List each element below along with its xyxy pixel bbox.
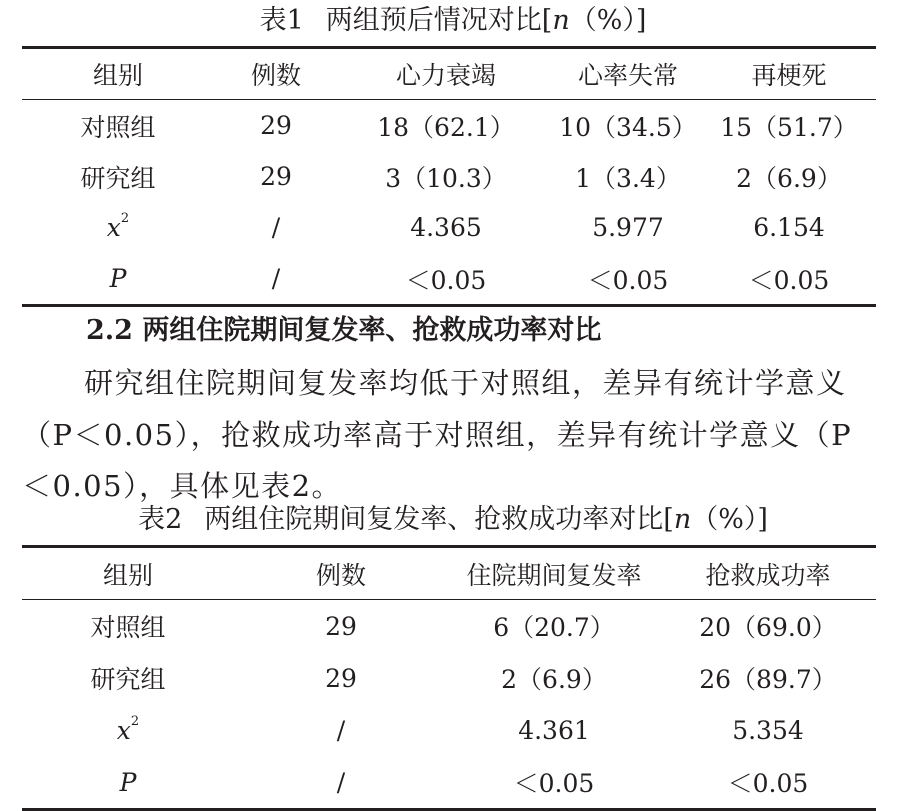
table2-caption-title: 两组住院期间复发率、抢救成功率对比[ [204,504,674,535]
table1-header: 心率失常 [554,48,702,100]
table-row [22,652,876,704]
table-cell [22,756,234,810]
table1-caption-title: 两组预后情况对比[ [325,5,553,36]
chi-square-exponent: 2 [120,211,130,226]
table-cell: / [271,213,281,242]
table-row [22,600,876,653]
table2-header-row [22,547,876,600]
p-value-symbol: P [119,767,137,797]
table2-header: 例数 [234,547,448,600]
chi-square-symbol: x [116,715,131,745]
table-cell: 4.365 [410,213,482,242]
table1 [22,46,876,307]
table-cell: / [214,253,338,306]
table-cell: 4.361 [518,715,590,745]
table-cell: ＜0.05 [702,253,876,306]
table1-caption-var: n [552,5,570,36]
table1-header: 组别 [22,48,214,100]
table-cell: ＜0.05 [554,253,702,306]
table-cell: 对照组 [80,112,156,142]
table2-header: 抢救成功率 [660,547,876,600]
table-cell: 29 [325,663,357,693]
chi-square-symbol: x [106,213,121,242]
table-row [22,704,876,756]
table-cell: 18（62.1） [377,112,515,142]
table1-caption-prefix: 表1 [259,5,304,36]
table1-caption-suffix: （%）] [569,5,647,36]
table-cell: 20（69.0） [699,613,837,642]
table2-caption-prefix: 表2 [138,504,183,535]
table-row [22,756,876,810]
table2-header: 组别 [22,547,234,600]
table2-caption-suffix: （%）] [691,504,768,535]
table2-caption [0,503,906,537]
table-cell: 1（3.4） [575,163,681,193]
table-cell: 研究组 [90,665,166,694]
table1-caption [0,4,906,38]
table-row [22,202,876,253]
table-cell: 29 [260,162,292,191]
chi-square-exponent: 2 [130,713,140,729]
table-cell: 10（34.5） [559,112,697,142]
table-cell: 研究组 [80,163,156,193]
table-row [22,100,876,152]
table-row [22,253,876,306]
table-cell: 5.977 [592,213,664,242]
table-cell: ＜0.05 [448,756,660,810]
table2 [22,545,876,811]
table2-header: 住院期间复发率 [448,547,660,600]
table-cell [22,253,214,306]
table-cell: 26（89.7） [699,665,837,694]
table-cell: 3（10.3） [385,163,507,193]
p-value-symbol: P [109,264,127,293]
table-row [22,151,876,202]
table1-header-row [22,48,876,100]
table-cell: / [234,756,448,810]
table-cell: 6（20.7） [493,613,615,642]
table-cell: 6.154 [753,213,825,242]
table2-caption-var: n [673,504,692,535]
table-cell: 2（6.9） [501,665,607,694]
table-cell: 对照组 [90,613,166,642]
table-cell [22,704,234,756]
table-cell: 2（6.9） [736,163,842,193]
table1-header: 心力衰竭 [338,48,554,100]
table-cell: 29 [260,111,292,140]
table-cell: 15（51.7） [720,112,858,142]
section-paragraph [22,358,882,513]
paragraph-text: 研究组住院期间复发率均低于对照组，差异有统计学意义（P＜0.05），抢救成功率高于对照组，差异有统计学意义（P＜0.05），具体见表2。 [22,366,853,503]
table-cell: 5.354 [732,715,804,745]
table-cell [22,202,214,253]
section-heading: 2.2 两组住院期间复发率、抢救成功率对比 [86,315,602,346]
table1-header: 例数 [214,48,338,100]
table-cell: ＜0.05 [660,756,876,810]
table-cell: 29 [325,611,357,641]
table-cell: / [336,715,346,745]
table-cell: ＜0.05 [338,253,554,306]
table1-header: 再梗死 [702,48,876,100]
